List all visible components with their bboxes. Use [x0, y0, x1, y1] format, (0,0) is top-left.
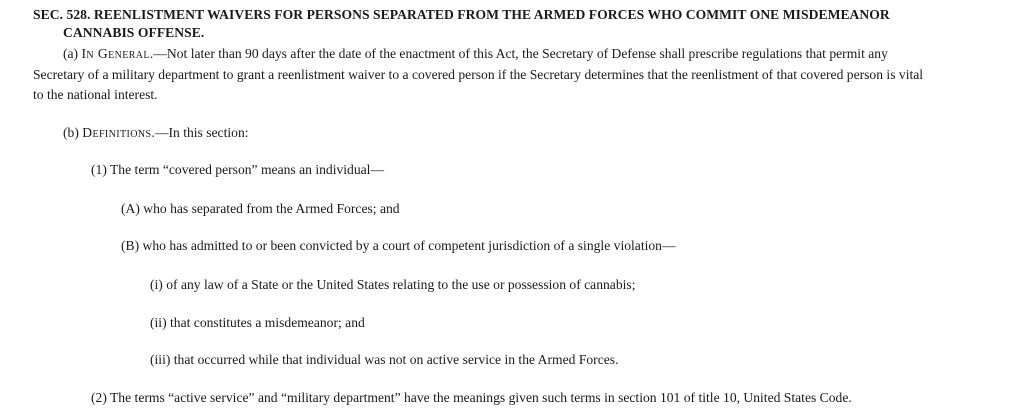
- subsection-b-caption: Definitions: [82, 125, 152, 140]
- subsection-b-marker: (b): [63, 125, 83, 140]
- clause-iii: (iii) that occurred while that individual was not on active service in the Armed Forces.: [150, 352, 619, 367]
- subsection-b-intro: In this section:: [168, 125, 249, 140]
- subsection-b-dash: .—: [151, 125, 169, 140]
- subsection-a-caption: In General: [81, 46, 150, 61]
- section-heading-line-2: CANNABIS OFFENSE.: [63, 25, 205, 40]
- subparagraph-a: (A) who has separated from the Armed Forces; and: [121, 201, 400, 216]
- subsection-a-text-line-1: Not later than 90 days after the date of the enactment of this Act, the Secretary of Defense shall prescribe regulations that permit any: [166, 46, 888, 61]
- subsection-a-marker: (a): [63, 46, 82, 61]
- paragraph-1: (1) The term “covered person” means an individual—: [91, 162, 385, 177]
- subsection-a-text-line-3: to the national interest.: [33, 87, 158, 102]
- paragraph-2: (2) The terms “active service” and “military department” have the meanings given such terms in section 101 of title 10, United States Code.: [91, 390, 852, 405]
- clause-ii: (ii) that constitutes a misdemeanor; and: [150, 315, 365, 330]
- subsection-a-first-line: [63, 45, 888, 62]
- clause-i: (i) of any law of a State or the United States relating to the use or possession of cannabis;: [150, 277, 636, 292]
- subsection-b-first-line: [63, 124, 249, 141]
- section-heading-line-1: SEC. 528. REENLISTMENT WAIVERS FOR PERSONS SEPARATED FROM THE ARMED FORCES WHO COMMIT ONE MISDEMEANOR: [33, 7, 890, 22]
- subparagraph-b: (B) who has admitted to or been convicted by a court of competent jurisdiction of a single violation—: [121, 238, 676, 253]
- subsection-a-dash: .—: [149, 46, 167, 61]
- subsection-a-text-line-2: Secretary of a military department to grant a reenlistment waiver to a covered person if the Secretary determines that the reenlistment of that covered person is vital: [33, 67, 924, 82]
